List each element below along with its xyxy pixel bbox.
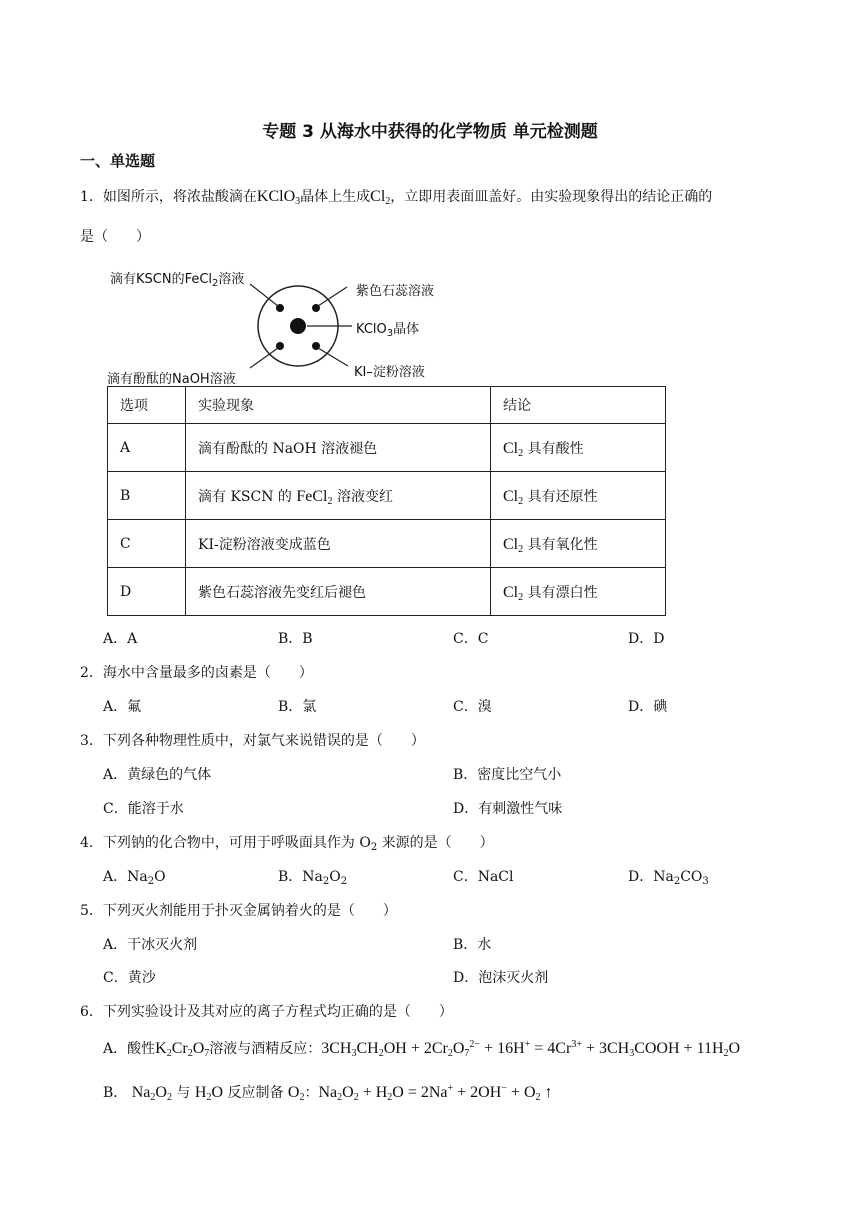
table-cell: $Cl_2$ 具有漂白性 bbox=[491, 568, 666, 616]
q5-option-d[interactable]: D．泡沫灭火剂 bbox=[453, 970, 549, 986]
q2-option-a[interactable]: A．氟 bbox=[103, 699, 142, 715]
q4-option-c[interactable]: C．NaCl bbox=[453, 869, 514, 885]
q4-option-a[interactable]: A．$Na_2O$ bbox=[103, 869, 166, 887]
table-header: 实验现象 bbox=[186, 387, 491, 424]
question-5-stem: 5．下列灭火剂能用于扑灭金属钠着火的是（ ） bbox=[80, 903, 397, 919]
table-cell: $Cl_2$ 具有还原性 bbox=[491, 472, 666, 520]
q6-option-a[interactable]: A．酸性$K_2Cr_2O_7$溶液与酒精反应：$3CH_3CH_2OH + 2Cr_2O_7^{2-} + 16H^+ = 4Cr^{3+}$ + $3CH_3COOH + 11H_2O$ bbox=[103, 1039, 741, 1059]
q1-option-b[interactable]: B．B bbox=[278, 631, 313, 647]
table-row bbox=[108, 568, 666, 616]
table-cell: B bbox=[108, 472, 186, 520]
table-cell: C bbox=[108, 520, 186, 568]
label-ki-starch-solution: KI–淀粉溶液 bbox=[354, 365, 425, 380]
question-6-stem: 6．下列实验设计及其对应的离子方程式均正确的是（ ） bbox=[80, 1004, 453, 1020]
table-row bbox=[108, 472, 666, 520]
table-header-row bbox=[108, 387, 666, 424]
table-header: 结论 bbox=[491, 387, 666, 424]
label-kclo3-crystal: KClO$_3$晶体 bbox=[356, 322, 420, 339]
q3-option-d[interactable]: D．有刺激性气味 bbox=[453, 801, 563, 817]
q4-option-d[interactable]: D．$Na_2CO_3$ bbox=[628, 869, 709, 887]
q3-option-c[interactable]: C．能溶于水 bbox=[103, 801, 184, 817]
experiment-table bbox=[107, 386, 666, 616]
q6-option-b[interactable]: B． $Na_2O_2$ 与 $H_2O$ 反应制备 $O_2$：$Na_2O_2 + H_2O = 2Na^+ + 2OH^- + O_2$ ↑ bbox=[103, 1083, 553, 1103]
q3-option-b[interactable]: B．密度比空气小 bbox=[453, 767, 562, 783]
q5-option-b[interactable]: B．水 bbox=[453, 937, 492, 953]
q4-option-b[interactable]: B．$Na_2O_2$ bbox=[278, 869, 348, 887]
table-header: 选项 bbox=[108, 387, 186, 424]
question-1-stem-line2: 是（ ） bbox=[80, 229, 150, 245]
q1-option-d[interactable]: D．D bbox=[628, 631, 665, 647]
table-cell: D bbox=[108, 568, 186, 616]
question-4-stem: 4．下列钠的化合物中，可用于呼吸面具作为 $O_2$ 来源的是（ ） bbox=[80, 835, 494, 853]
label-fecl2-solution: 滴有KSCN的FeCl$_2$溶液 bbox=[110, 272, 245, 289]
table-cell: $Cl_2$ 具有酸性 bbox=[491, 424, 666, 472]
question-1-stem: 1．如图所示，将浓盐酸滴在KClO$_3$晶体上生成$Cl_2$，立即用表面皿盖好。由实验现象得出的结论正确的 bbox=[80, 188, 713, 207]
table-cell: 紫色石蕊溶液先变红后褪色 bbox=[186, 568, 491, 616]
table-cell: $Cl_2$ 具有氧化性 bbox=[491, 520, 666, 568]
table-cell: 滴有 KSCN 的 FeCl$_2$ 溶液变红 bbox=[186, 472, 491, 520]
page-title: 专题 3 从海水中获得的化学物质 单元检测题 bbox=[262, 122, 598, 142]
table-row bbox=[108, 424, 666, 472]
q2-option-b[interactable]: B．氯 bbox=[278, 699, 317, 715]
question-3-stem: 3．下列各种物理性质中，对氯气来说错误的是（ ） bbox=[80, 733, 425, 749]
label-naoh-solution: 滴有酚酞的NaOH溶液 bbox=[107, 372, 236, 387]
label-litmus-solution: 紫色石蕊溶液 bbox=[356, 284, 435, 299]
q5-option-c[interactable]: C．黄沙 bbox=[103, 970, 156, 986]
q1-option-a[interactable]: A．A bbox=[103, 631, 138, 647]
q2-option-d[interactable]: D．碘 bbox=[628, 699, 668, 715]
table-cell: KI-淀粉溶液变成蓝色 bbox=[186, 520, 491, 568]
question-2-stem: 2．海水中含量最多的卤素是（ ） bbox=[80, 665, 313, 681]
q3-option-a[interactable]: A．黄绿色的气体 bbox=[103, 767, 212, 783]
table-cell: A bbox=[108, 424, 186, 472]
section-heading: 一、单选题 bbox=[80, 152, 156, 170]
kclo3-crystal-dot bbox=[290, 318, 306, 334]
table-row bbox=[108, 520, 666, 568]
q5-option-a[interactable]: A．干冰灭火剂 bbox=[103, 937, 198, 953]
q2-option-c[interactable]: C．溴 bbox=[453, 699, 492, 715]
q1-option-c[interactable]: C．C bbox=[453, 631, 489, 647]
table-cell: 滴有酚酞的 NaOH 溶液褪色 bbox=[186, 424, 491, 472]
